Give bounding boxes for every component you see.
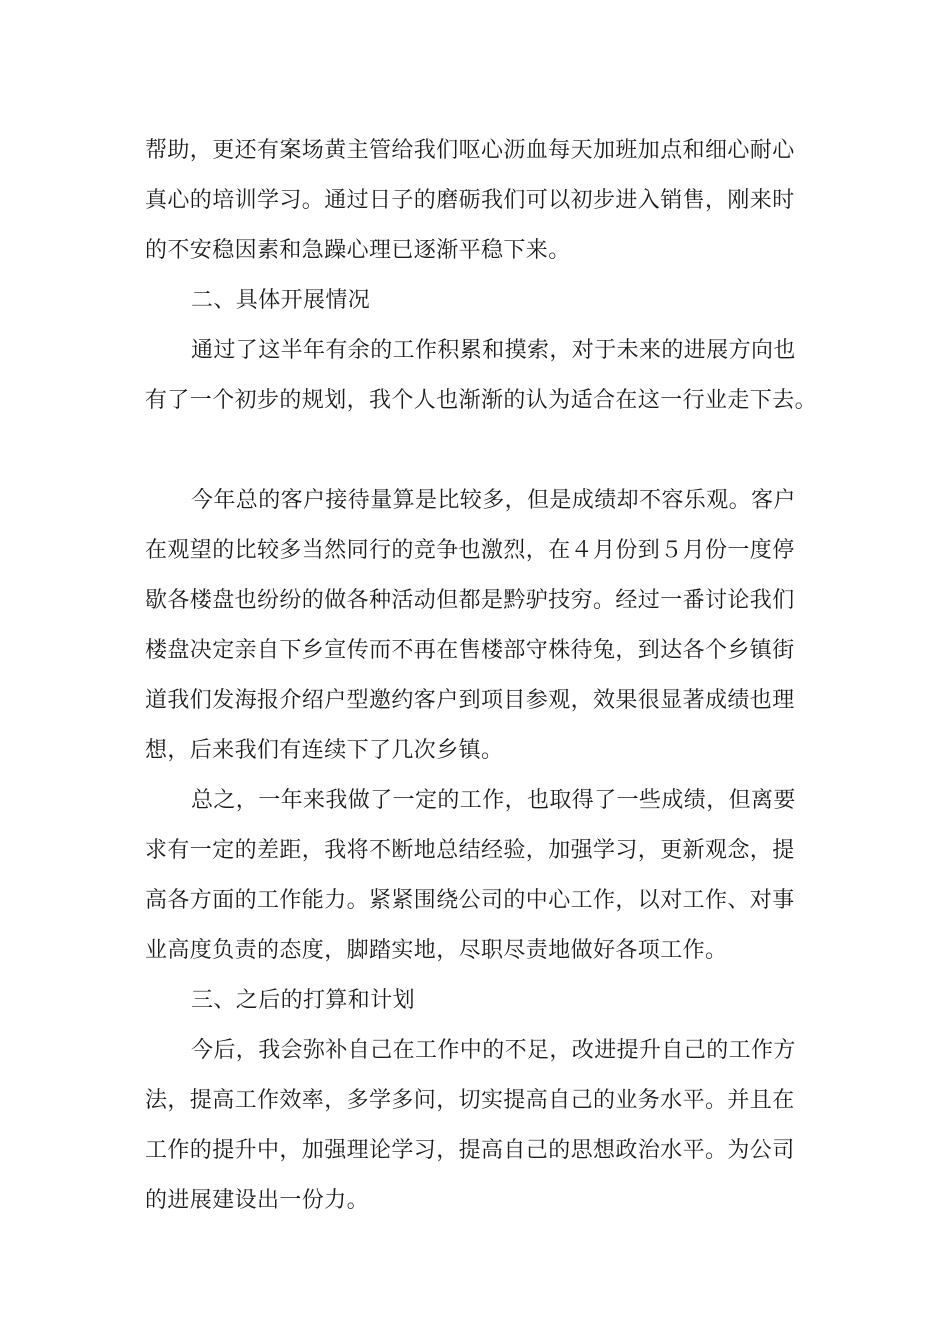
text-line: 楼盘决定亲自下乡宣传而不再在售楼部守株待兔，到达各个乡镇街 (145, 638, 795, 663)
text-line: 今年总的客户接待量算是比较多，但是成绩却不容乐观。客户 (191, 488, 796, 513)
text-line: 道我们发海报介绍户型邀约客户到项目参观，效果很显著成绩也理 (145, 688, 795, 713)
text-line: 真心的培训学习。通过日子的磨砺我们可以初步进入销售，刚来时 (145, 188, 795, 213)
text-line: 求有一定的差距，我将不断地总结经验，加强学习，更新观念，提 (145, 838, 795, 863)
text-line: 总之，一年来我做了一定的工作，也取得了一些成绩，但离要 (191, 788, 796, 813)
text-line: 的不安稳因素和急躁心理已逐渐平稳下来。 (145, 238, 571, 263)
text-line: 帮助，更还有案场黄主管给我们呕心沥血每天加班加点和细心耐心 (145, 138, 795, 163)
text-line: 想，后来我们有连续下了几次乡镇。 (145, 738, 504, 763)
text-line: 有了一个初步的规划，我个人也渐渐的认为适合在这一行业走下去。 (145, 388, 818, 413)
text-line: 法，提高工作效率，多学多问，切实提高自己的业务水平。并且在 (145, 1088, 795, 1113)
text-line: 业高度负责的态度，脚踏实地，尽职尽责地做好各项工作。 (145, 938, 728, 963)
text-line: 的进展建设出一份力。 (145, 1188, 370, 1213)
text-line: 通过了这半年有余的工作积累和摸索，对于未来的进展方向也 (191, 338, 796, 363)
text-line: 今后，我会弥补自己在工作中的不足，改进提升自己的工作方 (191, 1038, 796, 1063)
text-line: 在观望的比较多当然同行的竞争也激烈，在４月份到５月份一度停 (145, 538, 795, 563)
text-line: 工作的提升中，加强理论学习，提高自己的思想政治水平。为公司 (145, 1138, 795, 1163)
text-line: 歇各楼盘也纷纷的做各种活动但都是黔驴技穷。经过一番讨论我们 (145, 588, 795, 613)
text-line: 高各方面的工作能力。紧紧围绕公司的中心工作，以对工作、对事 (145, 888, 795, 913)
section-heading: 三、之后的打算和计划 (191, 988, 416, 1013)
section-heading: 二、具体开展情况 (191, 288, 371, 313)
